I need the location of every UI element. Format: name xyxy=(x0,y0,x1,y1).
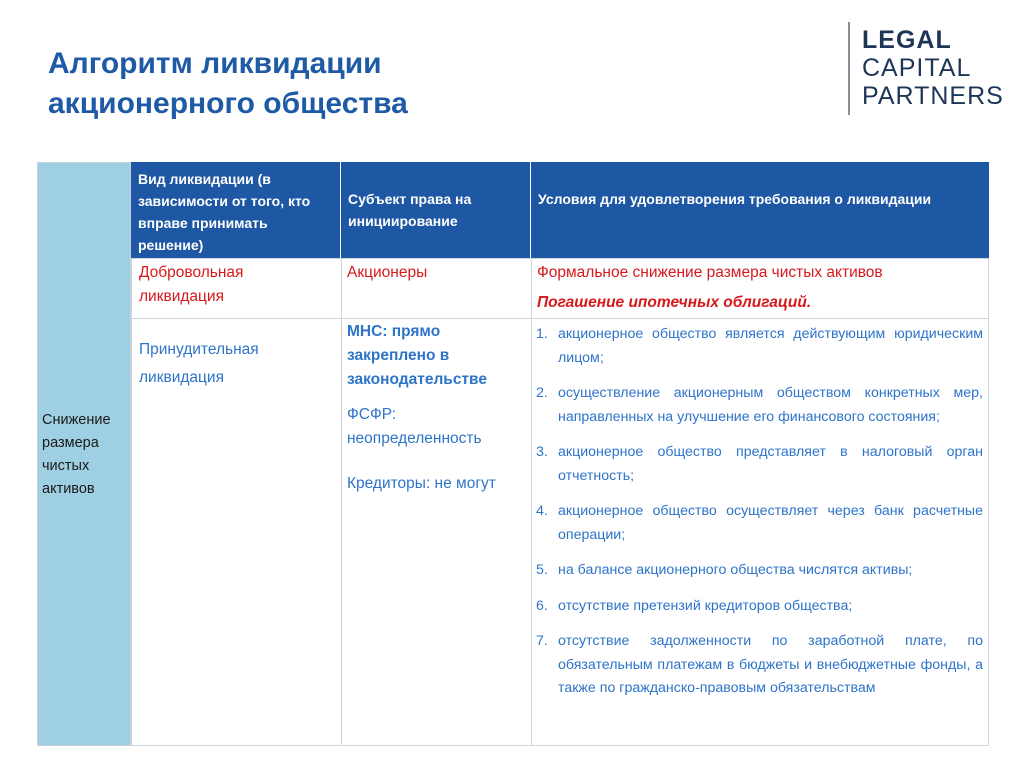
logo-line-legal: LEGAL xyxy=(862,26,952,54)
voluntary-type-text: Добровольная ликвидация xyxy=(139,264,244,305)
condition-item xyxy=(536,323,983,370)
header-conditions-label: Условия для удовлетворения требования о ликвидации xyxy=(538,191,932,207)
condition-item xyxy=(536,595,983,619)
condition-item xyxy=(536,382,983,429)
condition-text: отсутствие задолженности по заработной плате, по обязательным платежам в бюджеты и внебюджетные фонды, а также по гражданско-правовым обязательствам xyxy=(558,633,983,696)
condition-item xyxy=(536,559,983,583)
condition-text: акционерное общество является действующим юридическим лицом; xyxy=(558,326,983,366)
condition-number: 5. xyxy=(536,562,548,578)
condition-item xyxy=(536,500,983,547)
condition-item xyxy=(536,441,983,488)
row-forced-type xyxy=(131,318,342,746)
company-logo xyxy=(862,26,1004,110)
forced-subject-creditors: Кредиторы: не могут xyxy=(347,475,496,492)
row-voluntary-type xyxy=(131,258,342,319)
row-voluntary-subject xyxy=(341,258,532,319)
header-liquidation-type xyxy=(131,162,341,258)
logo-divider xyxy=(848,22,850,115)
condition-text: на балансе акционерного общества числятся активы; xyxy=(558,562,913,578)
voluntary-condition-main: Формальное снижение размера чистых активов xyxy=(537,264,883,281)
forced-subject-fsfr: ФСФР: неопределенность xyxy=(347,406,482,447)
logo-line-capital: CAPITAL xyxy=(862,54,972,82)
side-category-cell xyxy=(37,162,131,746)
condition-number: 3. xyxy=(536,444,548,460)
logo-line-partners: PARTNERS xyxy=(862,82,1004,110)
condition-number: 2. xyxy=(536,385,548,401)
condition-text: осуществление акционерным обществом конкретных мер, направленных на улучшение его финансового состояния; xyxy=(558,385,983,425)
slide-title: Алгоритм ликвидации акционерного общества xyxy=(48,47,408,120)
forced-type-text: Принудительная ликвидация xyxy=(139,341,259,386)
header-initiator xyxy=(341,162,531,258)
forced-subject-tax-authority: МНС: прямо закреплено в законодательстве xyxy=(347,323,487,388)
header-liquidation-type-label: Вид ликвидации (в зависимости от того, кто вправе принимать решение) xyxy=(138,171,311,253)
condition-number: 1. xyxy=(536,326,548,342)
header-conditions xyxy=(531,162,989,258)
condition-text: акционерное общество представляет в налоговый орган отчетность; xyxy=(558,444,983,484)
condition-text: акционерное общество осуществляет через банк расчетные операции; xyxy=(558,503,983,543)
condition-number: 6. xyxy=(536,597,548,614)
header-initiator-label: Субъект права на инициирование xyxy=(348,191,472,229)
condition-item xyxy=(536,630,983,701)
voluntary-subject-text: Акционеры xyxy=(347,264,428,281)
row-forced-conditions xyxy=(531,318,989,746)
side-category-label: Снижение размера чистых активов xyxy=(42,412,111,497)
forced-conditions-list xyxy=(536,323,983,713)
voluntary-condition-italic: Погашение ипотечных облигаций. xyxy=(537,294,812,311)
row-voluntary-conditions xyxy=(531,258,989,319)
row-forced-subject xyxy=(341,318,532,746)
condition-text: отсутствие претензий кредиторов общества; xyxy=(558,597,853,614)
condition-number: 7. xyxy=(536,633,548,649)
condition-number: 4. xyxy=(536,503,548,519)
